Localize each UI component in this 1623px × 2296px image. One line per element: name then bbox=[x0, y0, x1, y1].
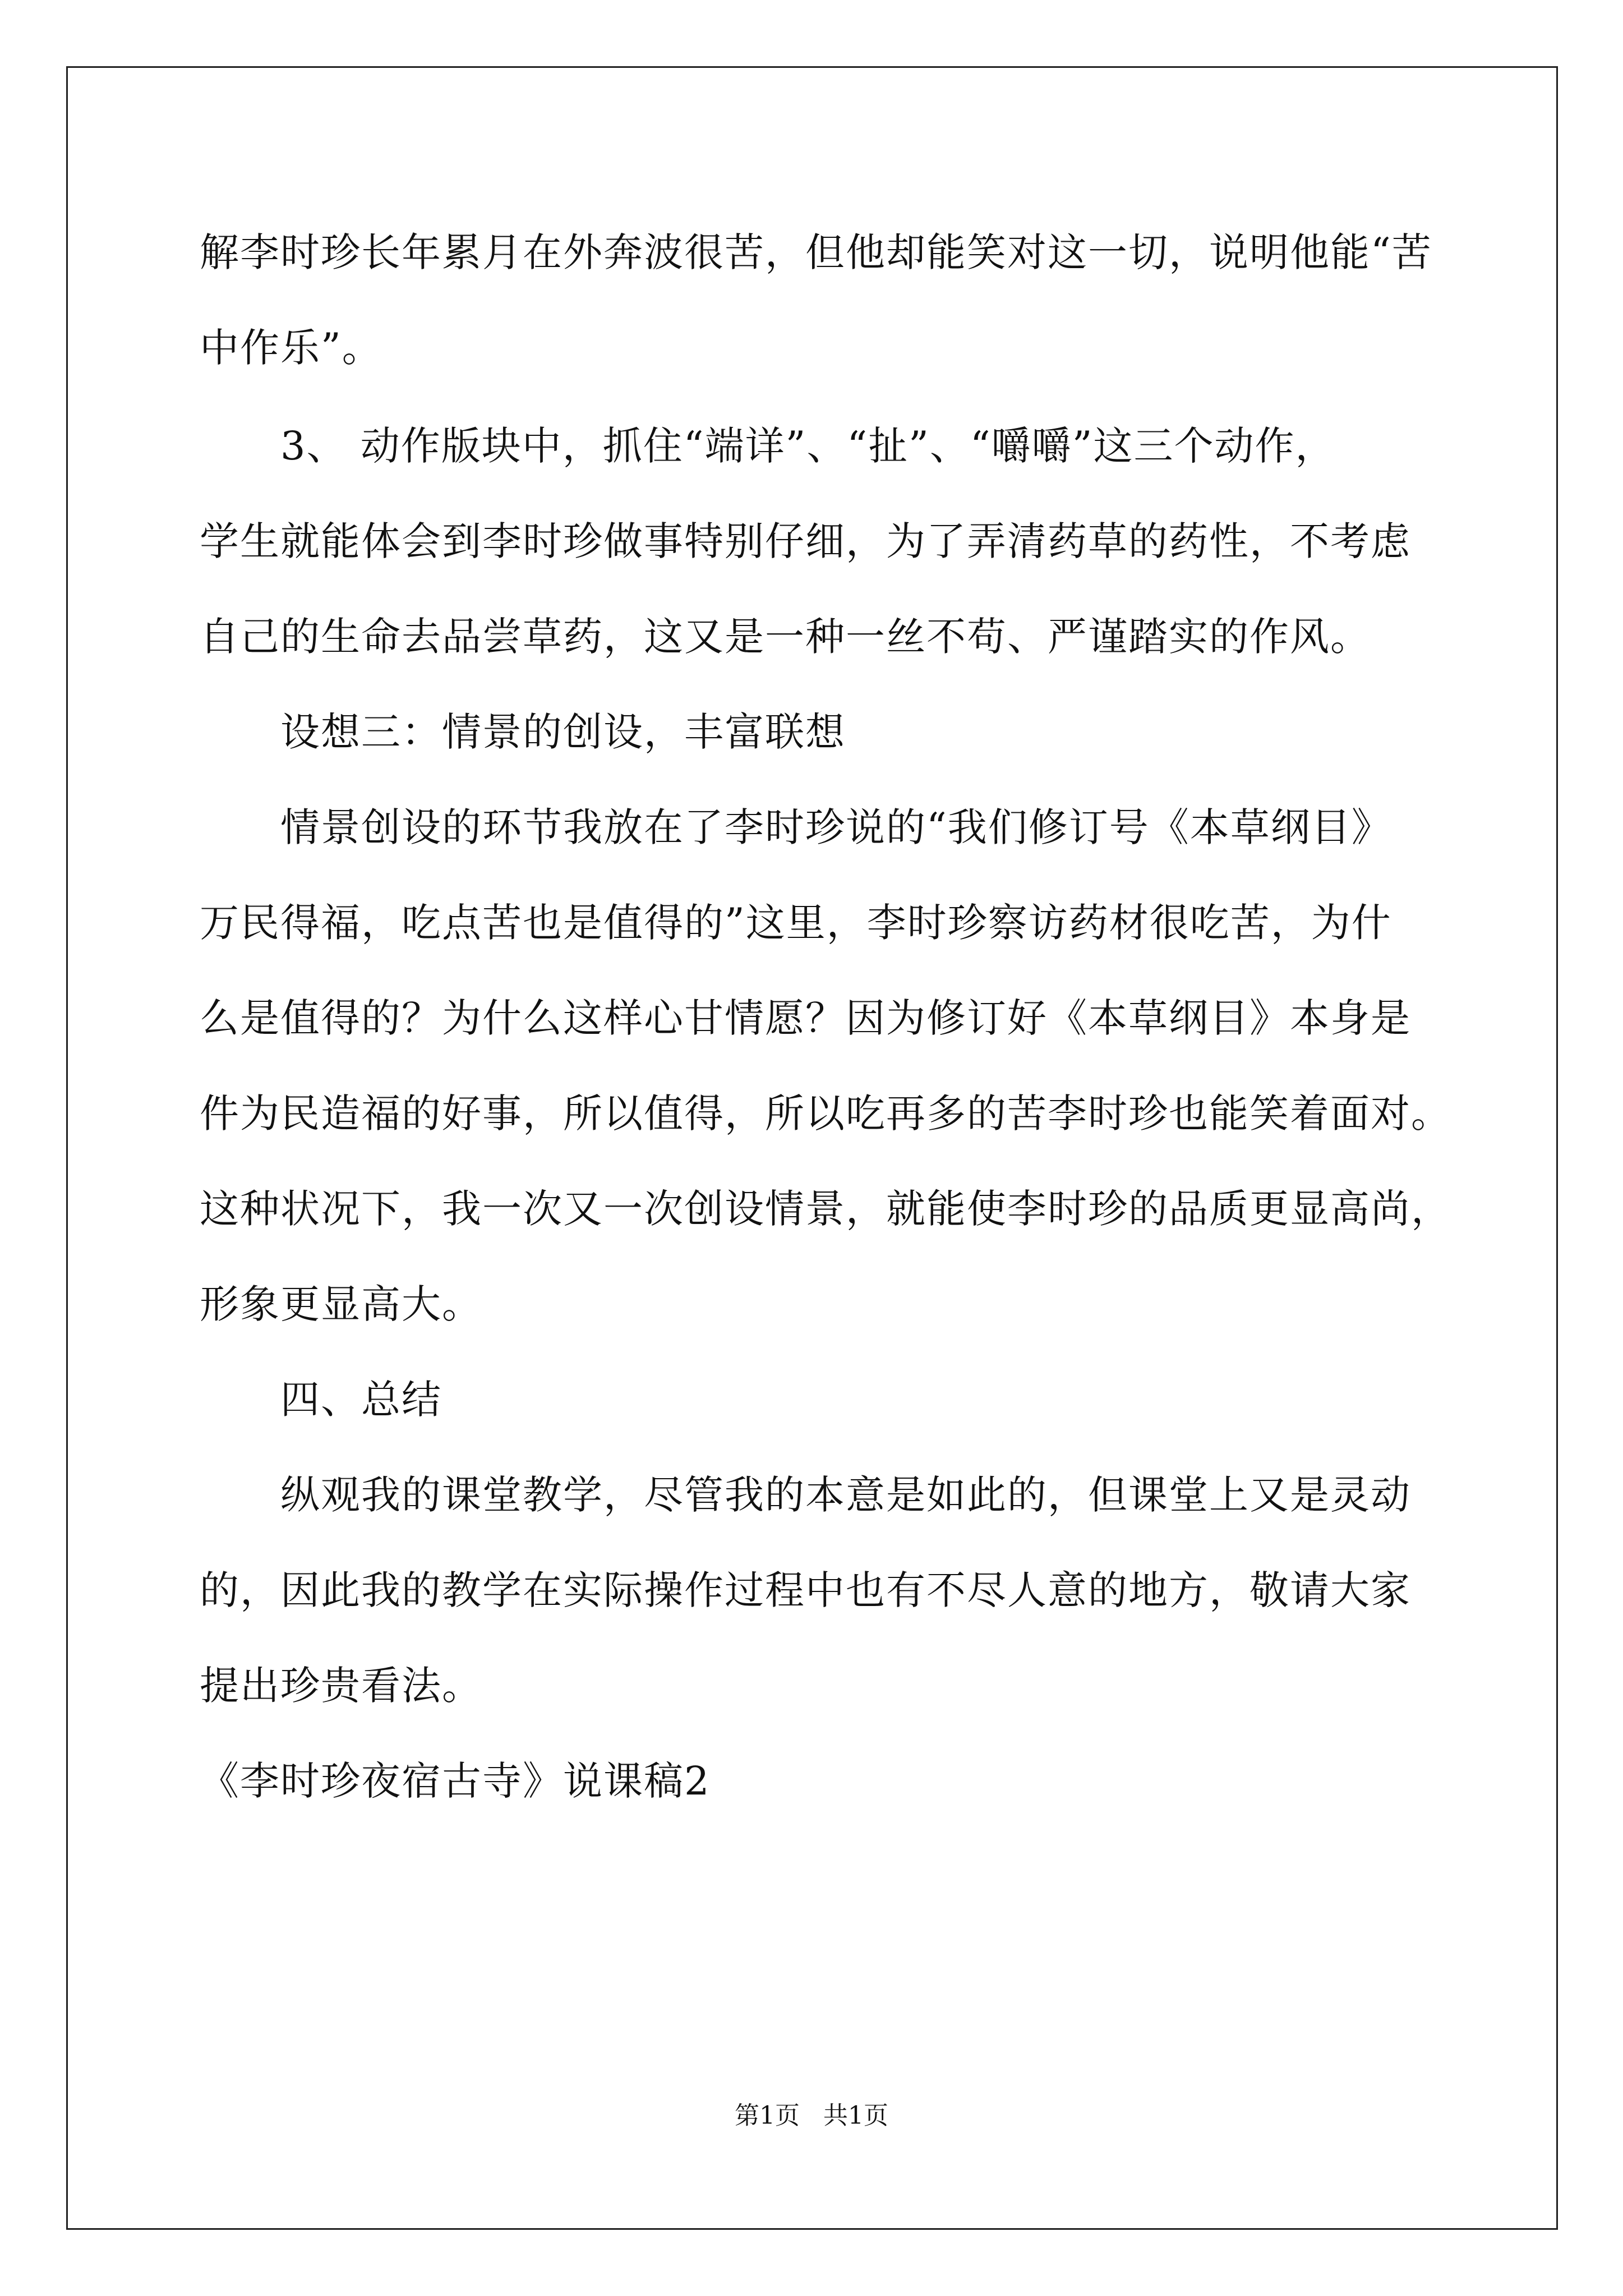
text-line-7: 情景创设的环节我放在了李时珍说的“我们修订号《本草纲目》 bbox=[280, 804, 1392, 850]
section-heading-summary: 四、总结 bbox=[280, 1377, 442, 1423]
page-number-footer: 第1页 共1页 bbox=[735, 2101, 888, 2130]
section-heading-scenario-three: 设想三：情景的创设，丰富联想 bbox=[280, 709, 846, 755]
text-line-8: 万民得福，吃点苦也是值得的”这里，李时珍察访药材很吃苦，为什 bbox=[200, 900, 1392, 946]
text-line-10: 件为民造福的好事，所以值得，所以吃再多的苦李时珍也能笑着面对。 bbox=[200, 1091, 1451, 1137]
text-line-15: 的，因此我的教学在实际操作过程中也有不尽人意的地方，敬请大家 bbox=[200, 1567, 1411, 1613]
document-subtitle: 《李时珍夜宿古寺》说课稿2 bbox=[200, 1758, 711, 1804]
text-line-3: 3、 动作版块中，抓住“端详”、“扯”、“嚼嚼”这三个动作， bbox=[280, 423, 1336, 469]
text-line-14: 纵观我的课堂教学，尽管我的本意是如此的，但课堂上又是灵动 bbox=[280, 1472, 1411, 1518]
text-line-1: 解李时珍长年累月在外奔波很苦，但他却能笑对这一切，说明他能“苦 bbox=[200, 229, 1432, 275]
text-line-12: 形象更显高大。 bbox=[200, 1281, 482, 1327]
text-line-4: 学生就能体会到李时珍做事特别仔细，为了弄清药草的药性，不考虑 bbox=[200, 518, 1411, 564]
text-line-5: 自己的生命去品尝草药，这又是一种一丝不苟、严谨踏实的作风。 bbox=[200, 614, 1371, 660]
text-line-9: 么是值得的？为什么这样心甘情愿？因为修订好《本草纲目》本身是 bbox=[200, 995, 1411, 1041]
text-line-2: 中作乐”。 bbox=[200, 325, 382, 371]
text-line-16: 提出珍贵看法。 bbox=[200, 1663, 482, 1709]
text-line-11: 这种状况下，我一次又一次创设情景，就能使李时珍的品质更显高尚， bbox=[200, 1186, 1451, 1232]
page-frame bbox=[66, 66, 1558, 2230]
